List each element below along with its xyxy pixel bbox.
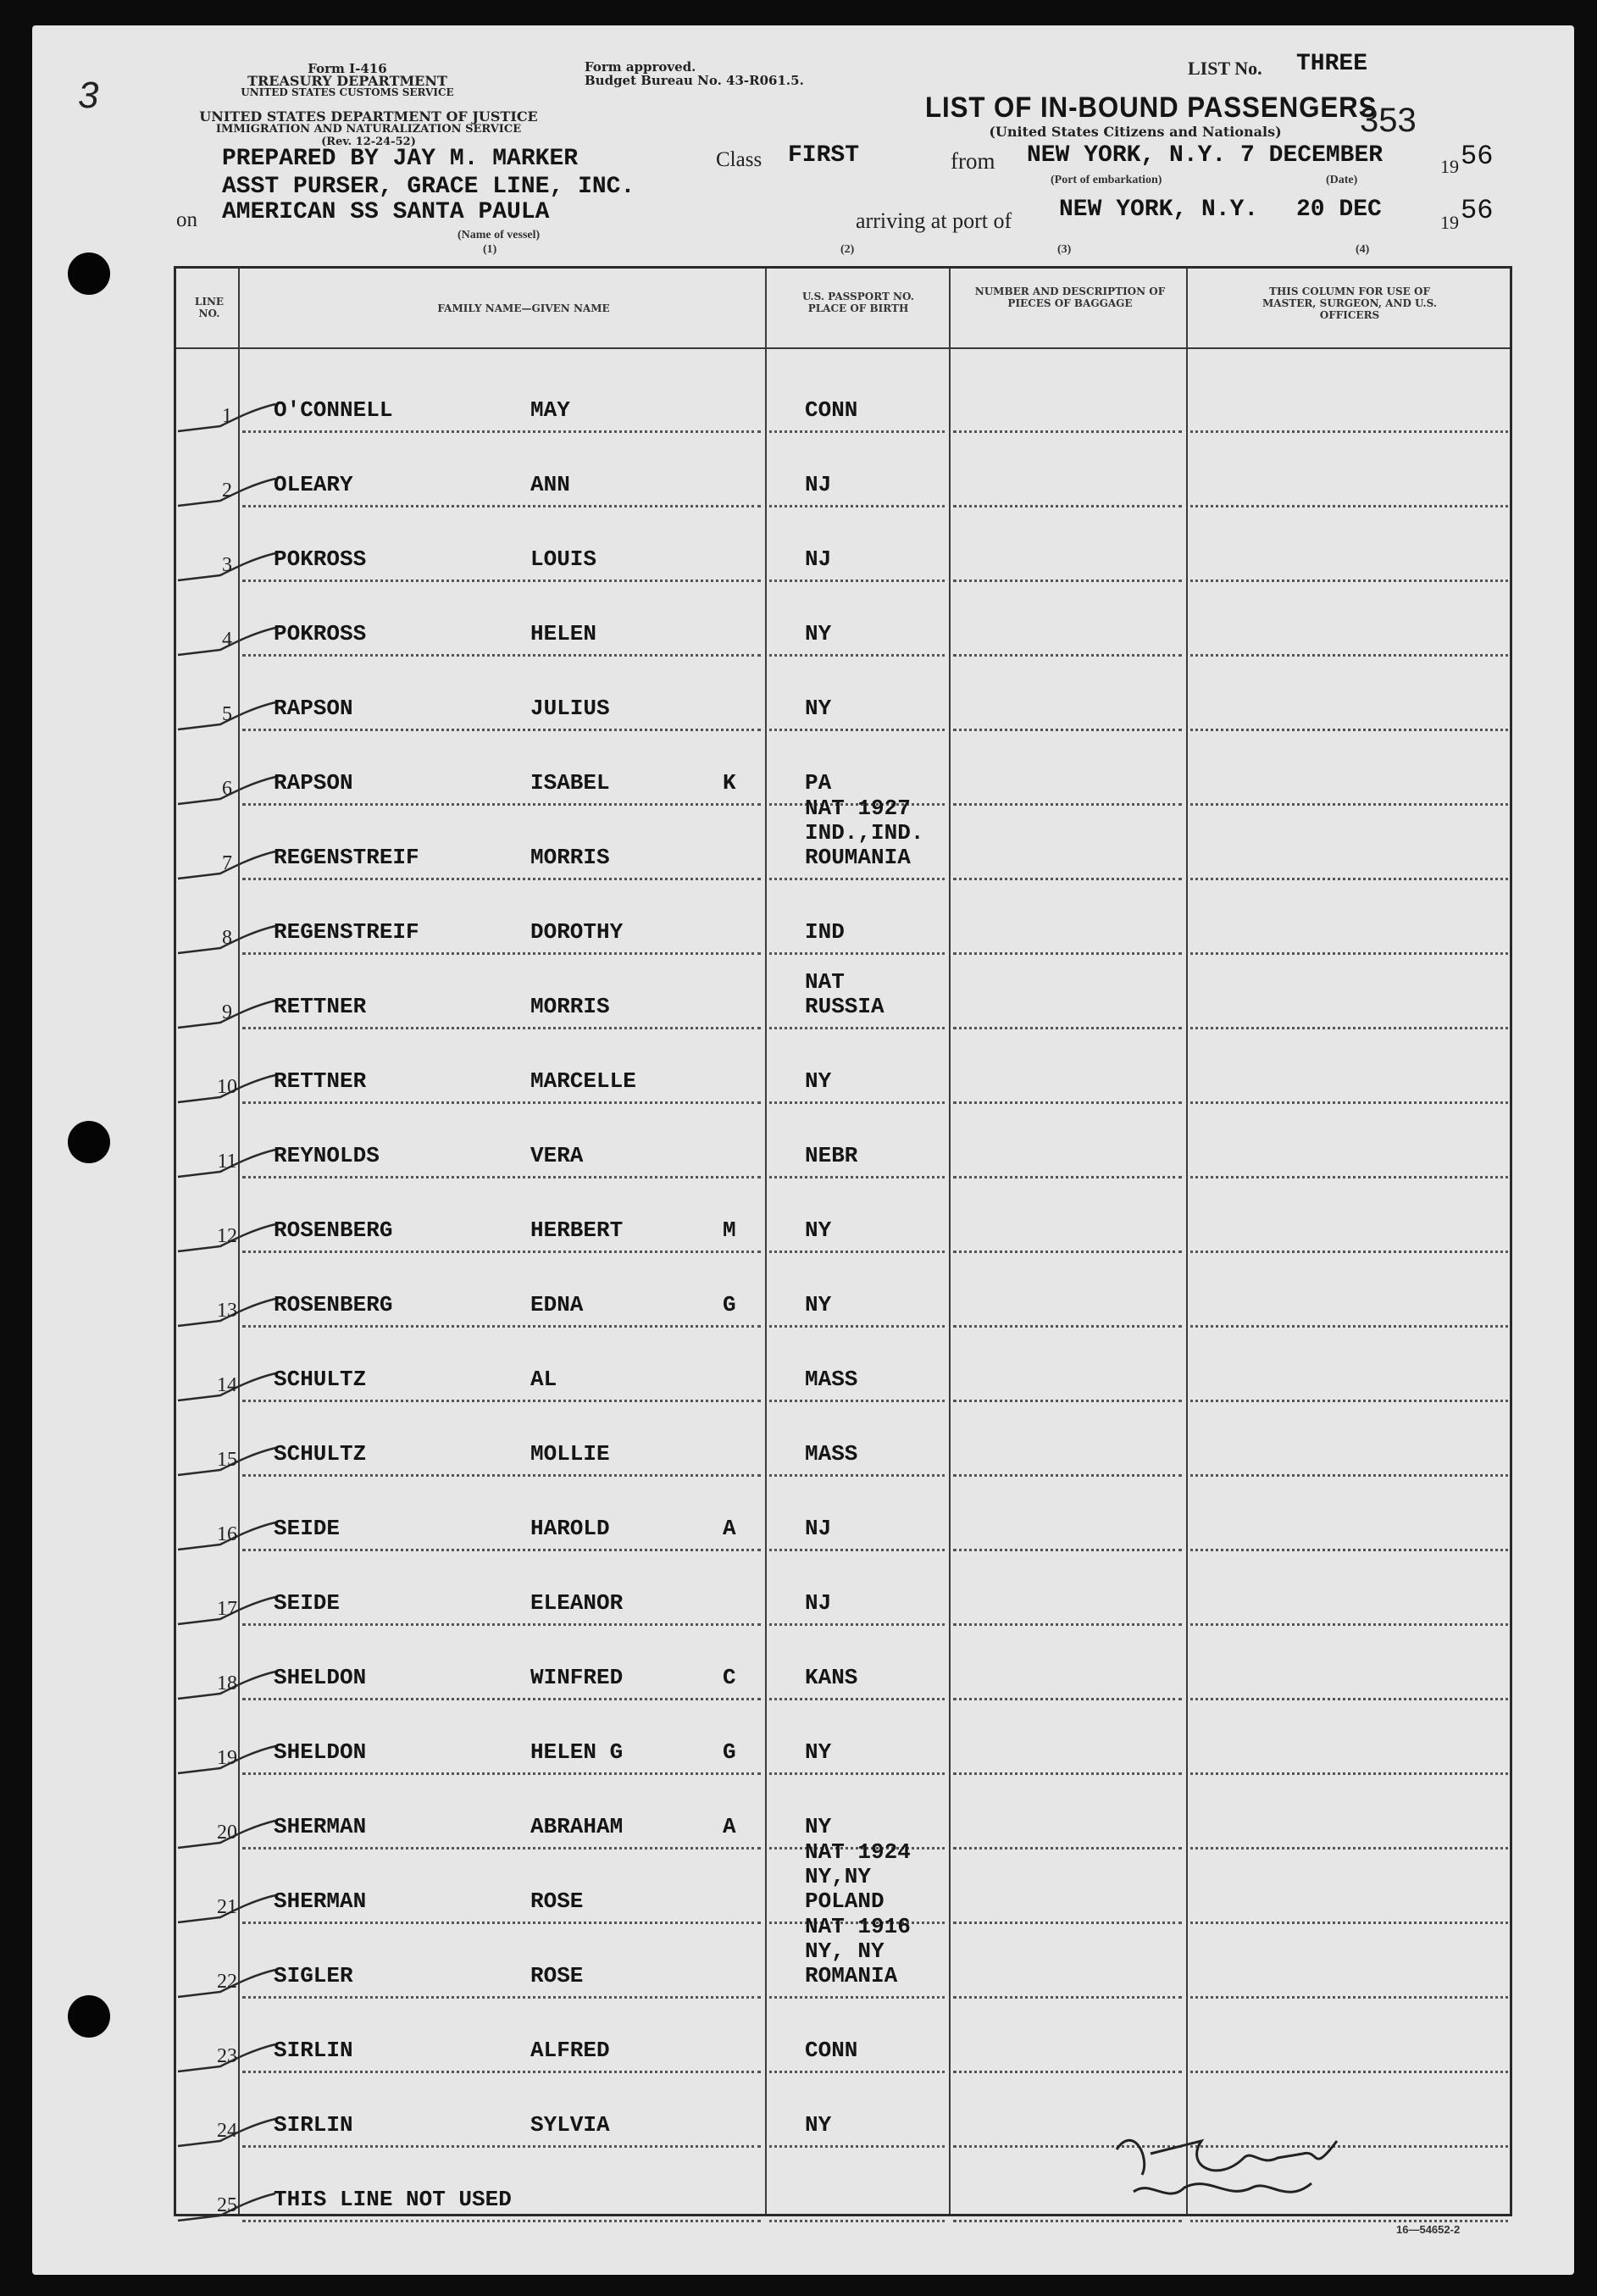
class-label: Class xyxy=(716,148,762,171)
given-name: VERA xyxy=(530,1143,584,1168)
passport-birthplace xyxy=(805,970,884,1019)
on-label: on xyxy=(176,208,197,231)
col-num-3: (3) xyxy=(1057,243,1072,256)
col-header-passport: U.S. PASSPORT NO. PLACE OF BIRTH xyxy=(802,291,914,314)
table-row xyxy=(176,1700,1510,1775)
given-name: MOLLIE xyxy=(530,1441,610,1467)
given-name: HAROLD xyxy=(530,1516,610,1541)
family-name: POKROSS xyxy=(274,546,367,572)
arrival-year-prefix: 19 xyxy=(1440,212,1459,233)
officer-signature xyxy=(1100,2107,1379,2217)
family-name: RAPSON xyxy=(274,696,353,721)
list-title: LIST OF IN-BOUND PASSENGERS xyxy=(925,92,1378,124)
given-name: SYLVIA xyxy=(530,2112,610,2138)
family-name: RETTNER xyxy=(274,994,367,1019)
birthplace-line: NY xyxy=(805,1068,832,1094)
punch-hole xyxy=(68,1121,110,1163)
middle-initial: A xyxy=(723,1516,736,1541)
form-approved: Form approved. xyxy=(585,59,696,75)
birthplace-line: NJ xyxy=(805,472,832,497)
given-name: WINFRED xyxy=(530,1665,624,1690)
budget-bureau: Budget Bureau No. 43-R061.5. xyxy=(585,73,804,88)
family-name: SCHULTZ xyxy=(274,1441,367,1467)
birthplace-line: NJ xyxy=(805,1590,832,1616)
family-name: O'CONNELL xyxy=(274,397,393,423)
dotted-rule xyxy=(242,2220,761,2222)
family-name: SEIDE xyxy=(274,1516,341,1541)
family-name: REGENSTREIF xyxy=(274,919,419,945)
passenger-table xyxy=(174,266,1512,2216)
birthplace-line: CONN xyxy=(805,397,858,423)
prepared-by: PREPARED BY JAY M. MARKER xyxy=(222,146,579,172)
passport-birthplace xyxy=(805,1815,831,1839)
birthplace-line: NY xyxy=(805,1814,832,1839)
col-header-name: FAMILY NAME—GIVEN NAME xyxy=(437,302,610,314)
punch-hole xyxy=(68,252,110,295)
arriving-label: arriving at port of xyxy=(856,208,1012,233)
list-no-value: THREE xyxy=(1296,51,1368,77)
birthplace-line: NAT 1916 xyxy=(805,1914,911,1939)
passport-birthplace xyxy=(805,1591,831,1616)
table-row xyxy=(176,1029,1510,1104)
given-name: ISABEL xyxy=(530,770,610,796)
table-row xyxy=(176,796,1510,880)
line-number: 14 xyxy=(217,1374,237,1396)
middle-initial: G xyxy=(723,1739,736,1765)
corner-mark: 3 xyxy=(78,75,99,116)
table-row xyxy=(176,1839,1510,1924)
col-num-4: (4) xyxy=(1356,243,1370,256)
line-number: 24 xyxy=(217,2120,237,2142)
family-name: REGENSTREIF xyxy=(274,845,419,870)
table-row xyxy=(176,1179,1510,1253)
given-name: ANN xyxy=(530,472,570,497)
birthplace-line: POLAND xyxy=(805,1888,884,1914)
given-name: HELEN G xyxy=(530,1739,624,1765)
departure-year: 56 xyxy=(1461,141,1494,172)
passport-birthplace xyxy=(805,1218,831,1243)
family-name: SCHULTZ xyxy=(274,1367,367,1392)
birthplace-line: NY xyxy=(805,1292,832,1317)
vessel-name: AMERICAN SS SANTA PAULA xyxy=(222,199,550,225)
given-name: ALFRED xyxy=(530,2038,610,2063)
table-row xyxy=(176,1253,1510,1328)
middle-initial: G xyxy=(723,1292,736,1317)
birthplace-line: KANS xyxy=(805,1665,858,1690)
passport-birthplace xyxy=(805,1144,857,1168)
birthplace-line: MASS xyxy=(805,1441,858,1467)
footer-code: 16—54652-2 xyxy=(1396,2223,1461,2236)
given-name: MORRIS xyxy=(530,845,610,870)
passport-birthplace xyxy=(805,1740,831,1765)
table-row xyxy=(176,1328,1510,1402)
family-name: SIRLIN xyxy=(274,2112,353,2138)
birthplace-line: PA xyxy=(805,770,832,796)
line-number: 16 xyxy=(217,1523,237,1545)
passport-birthplace xyxy=(805,1367,857,1392)
birthplace-line: RUSSIA xyxy=(805,994,884,1019)
given-name: ELEANOR xyxy=(530,1590,624,1616)
birthplace-line: NY xyxy=(805,2112,832,2138)
line-number: 2 xyxy=(222,480,232,502)
year-prefix: 19 xyxy=(1440,156,1459,177)
given-name: MARCELLE xyxy=(530,1068,636,1094)
birthplace-line: NY xyxy=(805,1217,832,1243)
line-number: 4 xyxy=(222,629,232,651)
line-number: 7 xyxy=(222,852,232,874)
birthplace-line: NEBR xyxy=(805,1143,858,1168)
list-subtitle: (United States Citizens and Nationals) xyxy=(989,124,1282,140)
punch-hole xyxy=(68,1995,110,2038)
family-name: RAPSON xyxy=(274,770,353,796)
table-row xyxy=(176,955,1510,1029)
family-name: SHERMAN xyxy=(274,1814,367,1839)
date-caption: (Date) xyxy=(1326,174,1358,186)
table-row xyxy=(176,358,1510,433)
table-row xyxy=(176,507,1510,582)
table-row xyxy=(176,1551,1510,1626)
from-value: NEW YORK, N.Y. 7 DECEMBER xyxy=(1027,142,1384,169)
line-number: 9 xyxy=(222,1001,232,1023)
family-name: ROSENBERG xyxy=(274,1292,393,1317)
line-number: 18 xyxy=(217,1672,237,1694)
passport-birthplace xyxy=(805,1517,831,1541)
arrival-port: NEW YORK, N.Y. xyxy=(1059,197,1259,223)
table-row xyxy=(176,657,1510,731)
line-number: 3 xyxy=(222,554,232,576)
col-header-line-no: LINE NO. xyxy=(194,296,225,319)
passport-birthplace xyxy=(805,398,857,423)
passport-birthplace xyxy=(805,1442,857,1467)
table-row xyxy=(176,582,1510,657)
prepared-title: ASST PURSER, GRACE LINE, INC. xyxy=(222,174,635,200)
family-name: SIRLIN xyxy=(274,2038,353,2063)
family-name: SEIDE xyxy=(274,1590,341,1616)
col-num-2: (2) xyxy=(840,243,855,256)
birthplace-line: NAT 1927 xyxy=(805,796,911,821)
family-name: RETTNER xyxy=(274,1068,367,1094)
family-name: ROSENBERG xyxy=(274,1217,393,1243)
given-name: AL xyxy=(530,1367,557,1392)
line-number: 15 xyxy=(217,1449,237,1471)
table-row xyxy=(176,1104,1510,1179)
passport-birthplace xyxy=(805,1666,857,1690)
passport-birthplace xyxy=(805,1293,831,1317)
birthplace-line: NY xyxy=(805,696,832,721)
birthplace-line: ROMANIA xyxy=(805,1963,898,1988)
middle-initial: K xyxy=(723,770,736,796)
birthplace-line: MASS xyxy=(805,1367,858,1392)
dotted-rule xyxy=(1190,2220,1508,2222)
family-name: OLEARY xyxy=(274,472,353,497)
dotted-rule xyxy=(769,2220,945,2222)
line-number: 19 xyxy=(217,1747,237,1769)
dotted-rule xyxy=(953,2220,1182,2222)
table-row xyxy=(176,433,1510,507)
page-number: 353 xyxy=(1360,102,1417,139)
given-name: MORRIS xyxy=(530,994,610,1019)
birthplace-line: IND.,IND. xyxy=(805,820,924,846)
passport-birthplace xyxy=(805,622,831,646)
passport-birthplace xyxy=(805,2038,857,2063)
given-name: ROSE xyxy=(530,1963,584,1988)
passport-birthplace xyxy=(805,473,831,497)
passport-birthplace xyxy=(805,1915,911,1988)
birthplace-line: NY xyxy=(805,621,832,646)
passport-birthplace xyxy=(805,796,923,870)
line-number: 21 xyxy=(217,1896,237,1918)
family-name: THIS LINE NOT USED xyxy=(274,2187,512,2212)
birthplace-line: NJ xyxy=(805,546,832,572)
table-row xyxy=(176,1914,1510,1999)
col-header-officers: THIS COLUMN FOR USE OF MASTER, SURGEON, AND U.S. OFFICERS xyxy=(1262,286,1437,321)
line-number: 5 xyxy=(222,703,232,725)
birthplace-line: NY,NY xyxy=(805,1864,872,1889)
treasury-dept: TREASURY DEPARTMENT xyxy=(247,73,447,89)
justice-dept: UNITED STATES DEPARTMENT OF JUSTICE xyxy=(199,108,538,125)
given-name: HERBERT xyxy=(530,1217,624,1243)
family-name: SHERMAN xyxy=(274,1888,367,1914)
table-row xyxy=(176,1477,1510,1551)
vessel-caption: (Name of vessel) xyxy=(457,229,541,241)
line-number: 11 xyxy=(217,1151,237,1173)
birthplace-line: NY xyxy=(805,1739,832,1765)
form-revision: (Rev. 12-24-52) xyxy=(321,136,416,148)
arrival-year: 56 xyxy=(1461,195,1494,226)
birthplace-line: NAT xyxy=(805,969,845,995)
line-number: 10 xyxy=(217,1076,237,1098)
line-number: 25 xyxy=(217,2194,237,2216)
family-name: POKROSS xyxy=(274,621,367,646)
arrival-date: 20 DEC xyxy=(1296,197,1382,223)
passport-birthplace xyxy=(805,920,845,945)
birthplace-line: NAT 1924 xyxy=(805,1839,911,1865)
birthplace-line: CONN xyxy=(805,2038,858,2063)
family-name: SHELDON xyxy=(274,1665,367,1690)
line-number: 22 xyxy=(217,1971,237,1993)
given-name: EDNA xyxy=(530,1292,584,1317)
line-number: 23 xyxy=(217,2045,237,2067)
given-name: HELEN xyxy=(530,621,597,646)
line-number: 1 xyxy=(222,405,232,427)
birthplace-line: IND xyxy=(805,919,845,945)
table-row xyxy=(176,880,1510,955)
col-num-1: (1) xyxy=(483,243,497,256)
birthplace-line: NY, NY xyxy=(805,1938,884,1964)
birthplace-line: NJ xyxy=(805,1516,832,1541)
line-number: 20 xyxy=(217,1822,237,1844)
customs-service: UNITED STATES CUSTOMS SERVICE xyxy=(241,86,454,98)
from-label: from xyxy=(951,148,995,174)
form-number: Form I-416 xyxy=(308,61,387,76)
family-name: REYNOLDS xyxy=(274,1143,380,1168)
col-header-baggage: NUMBER AND DESCRIPTION OF PIECES OF BAGGAGE xyxy=(974,286,1166,309)
given-name: ABRAHAM xyxy=(530,1814,624,1839)
class-value: FIRST xyxy=(788,142,860,169)
port-caption: (Port of embarkation) xyxy=(1051,174,1162,186)
table-row xyxy=(176,731,1510,806)
birthplace-line: ROUMANIA xyxy=(805,845,911,870)
passport-birthplace xyxy=(805,1069,831,1094)
table-row xyxy=(176,1775,1510,1850)
passport-birthplace xyxy=(805,547,831,572)
middle-initial: M xyxy=(723,1217,736,1243)
passport-birthplace xyxy=(805,2113,831,2138)
passport-birthplace xyxy=(805,1840,911,1914)
family-name: SIGLER xyxy=(274,1963,353,1988)
middle-initial: C xyxy=(723,1665,736,1690)
table-row xyxy=(176,1999,1510,2073)
given-name: DOROTHY xyxy=(530,919,624,945)
passport-birthplace xyxy=(805,696,831,721)
ins-service: IMMIGRATION AND NATURALIZATION SERVICE xyxy=(215,123,522,136)
given-name: JULIUS xyxy=(530,696,610,721)
middle-initial: A xyxy=(723,1814,736,1839)
line-number: 8 xyxy=(222,927,232,949)
line-number: 17 xyxy=(217,1598,237,1620)
list-no-label: LIST No. xyxy=(1188,58,1262,79)
given-name: LOUIS xyxy=(530,546,597,572)
given-name: ROSE xyxy=(530,1888,584,1914)
line-number: 6 xyxy=(222,778,232,800)
given-name: MAY xyxy=(530,397,570,423)
passport-birthplace xyxy=(805,771,831,796)
line-number: 13 xyxy=(217,1300,237,1322)
family-name: SHELDON xyxy=(274,1739,367,1765)
table-row xyxy=(176,1626,1510,1700)
line-number: 12 xyxy=(217,1225,237,1247)
table-row xyxy=(176,1402,1510,1477)
